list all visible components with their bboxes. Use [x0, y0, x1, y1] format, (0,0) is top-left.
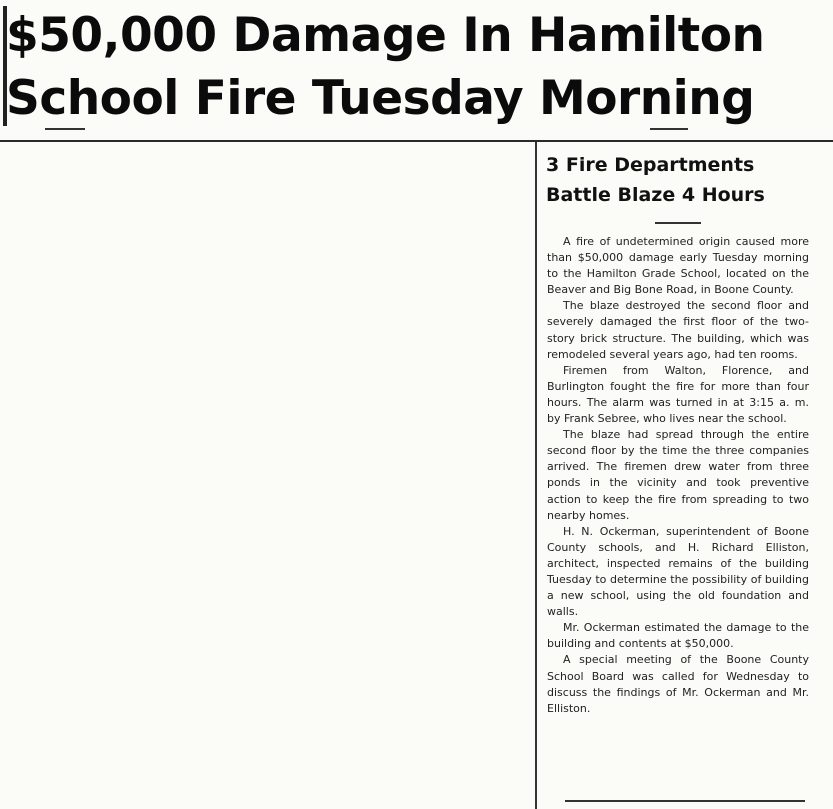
headline-underline-right [650, 128, 688, 130]
article-paragraph-3: Firemen from Walton, Florence, and Burlington fought the fire for more than four hours. The alarm was turned in at 3:15 a. m. by Frank Sebree, who lives near the school. [547, 363, 809, 426]
subheadline-rule [655, 222, 701, 224]
column-divider [535, 142, 537, 809]
article-paragraph-5: H. N. Ockerman, superintendent of Boone County schools, and H. Richard Elliston, architect, inspected remains of the building Tuesday to determine the possibility of building a new school, using the old foundation and walls. [547, 524, 809, 619]
headline [6, 4, 765, 130]
article-paragraph-2: The blaze destroyed the second floor and severely damaged the first floor of the two-story brick structure. The building, which was remodeled several years ago, had ten rooms. [547, 299, 809, 361]
headline-line-2: School Fire Tuesday Morning [6, 71, 755, 126]
headline-underline-left [45, 128, 85, 130]
article-end-rule [565, 800, 805, 802]
article-paragraph-1: A fire of undetermined origin caused more than $50,000 damage early Tuesday morning to the Hamilton Grade School, located on the Beaver and Big Bone Road, in Boone County. [547, 235, 809, 297]
article-paragraph-4: The blaze had spread through the entire second floor by the time the three companies arrived. The firemen drew water from three ponds in the vicinity and took preventive action to keep the fire from spreading to two nearby homes. [547, 428, 809, 522]
article-paragraph-7: A special meeting of the Boone County School Board was called for Wednesday to discuss the findings of Mr. Ockerman and Mr. Elliston. [547, 653, 809, 715]
article-body [547, 234, 809, 717]
article-paragraph-6: Mr. Ockerman estimated the damage to the building and contents at $50,000. [547, 621, 809, 651]
headline-line-1: $50,000 Damage In Hamilton [6, 8, 765, 63]
subheadline [546, 150, 826, 210]
subheadline-line-1: 3 Fire Departments [546, 154, 755, 176]
headline-rule [0, 140, 833, 142]
subheadline-line-2: Battle Blaze 4 Hours [546, 184, 765, 206]
